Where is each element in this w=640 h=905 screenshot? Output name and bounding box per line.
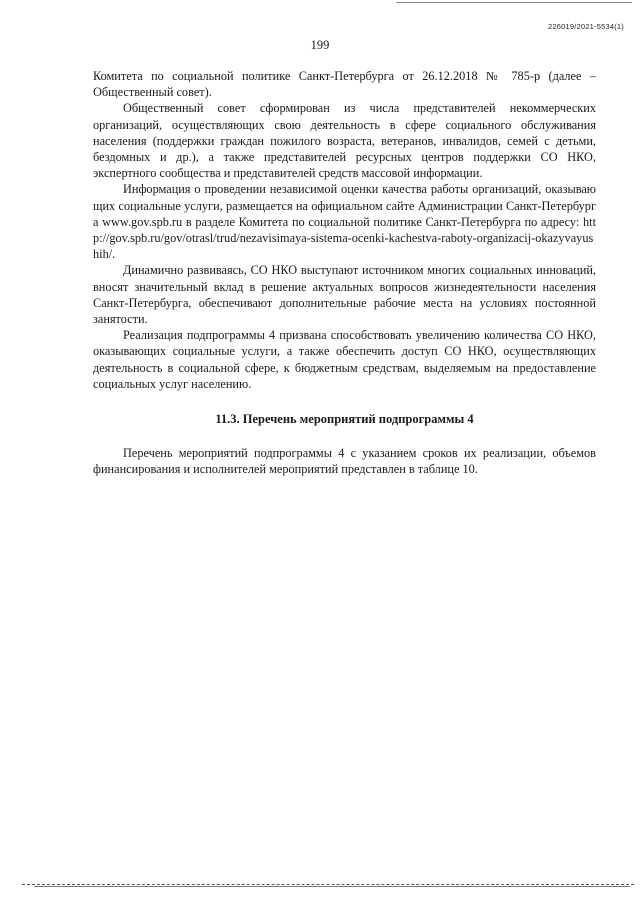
paragraph-public-council: Общественный совет сформирован из числа представителей некоммерческих организаций, осуществляющих свою деятельность в сфере социального обслуживания населения (поддержки граждан пожилого возраста, ветеранов, инвалидов, семей с детьми, бездомных и др.), а также представителей ресурсных центров поддержки СО НКО, экспертного сообщества и представителей средств массовой информации. <box>93 101 596 181</box>
document-body <box>93 68 596 478</box>
paragraph-activities-list: Перечень мероприятий подпрограммы 4 с указанием сроков их реализации, объемов финансирования и исполнителей мероприятий представлен в таблице 10. <box>93 446 596 477</box>
paragraph-nko-development: Динамично развиваясь, СО НКО выступают источником многих социальных инноваций, вносят значительный вклад в решение актуальных вопросов жизнедеятельности населения Санкт-Петербурга, обеспечивают дополнительные рабочие места на условиях постоянной занятости. <box>93 263 596 327</box>
paragraph-committee-reference: Комитета по социальной политике Санкт-Петербурга от 26.12.2018 № 785-р (далее – Общественный совет). <box>93 69 596 100</box>
paragraph-independent-assessment: Информация о проведении независимой оценки качества работы организаций, оказывающих социальные услуги, размещается на официальном сайте Администрации Санкт-Петербурга www.gov.spb.ru в разделе Комитета по социальной политике Санкт-Петербурга по адресу: http://gov.spb.ru/gov/otrasl/trud/nezavisimaya-sistema-ocenki-kachestva-raboty-organizacij-okazyvayushih/. <box>93 182 596 262</box>
document-registration-number: 226019/2021-5534(1) <box>548 22 624 31</box>
top-edge-rule <box>396 2 632 3</box>
paragraph-subprogram-goal: Реализация подпрограммы 4 призвана способствовать увеличению количества СО НКО, оказывающих социальные услуги, а также обеспечить доступ СО НКО, осуществляющих деятельность в социальной сфере, к бюджетным средствам, выделяемым на предоставление социальных услуг населению. <box>93 328 596 391</box>
bottom-edge-rule <box>22 884 634 885</box>
section-heading: 11.3. Перечень мероприятий подпрограммы 4 <box>215 412 474 427</box>
page-number: 199 <box>310 38 330 52</box>
bottom-edge-rule-secondary <box>34 886 630 887</box>
